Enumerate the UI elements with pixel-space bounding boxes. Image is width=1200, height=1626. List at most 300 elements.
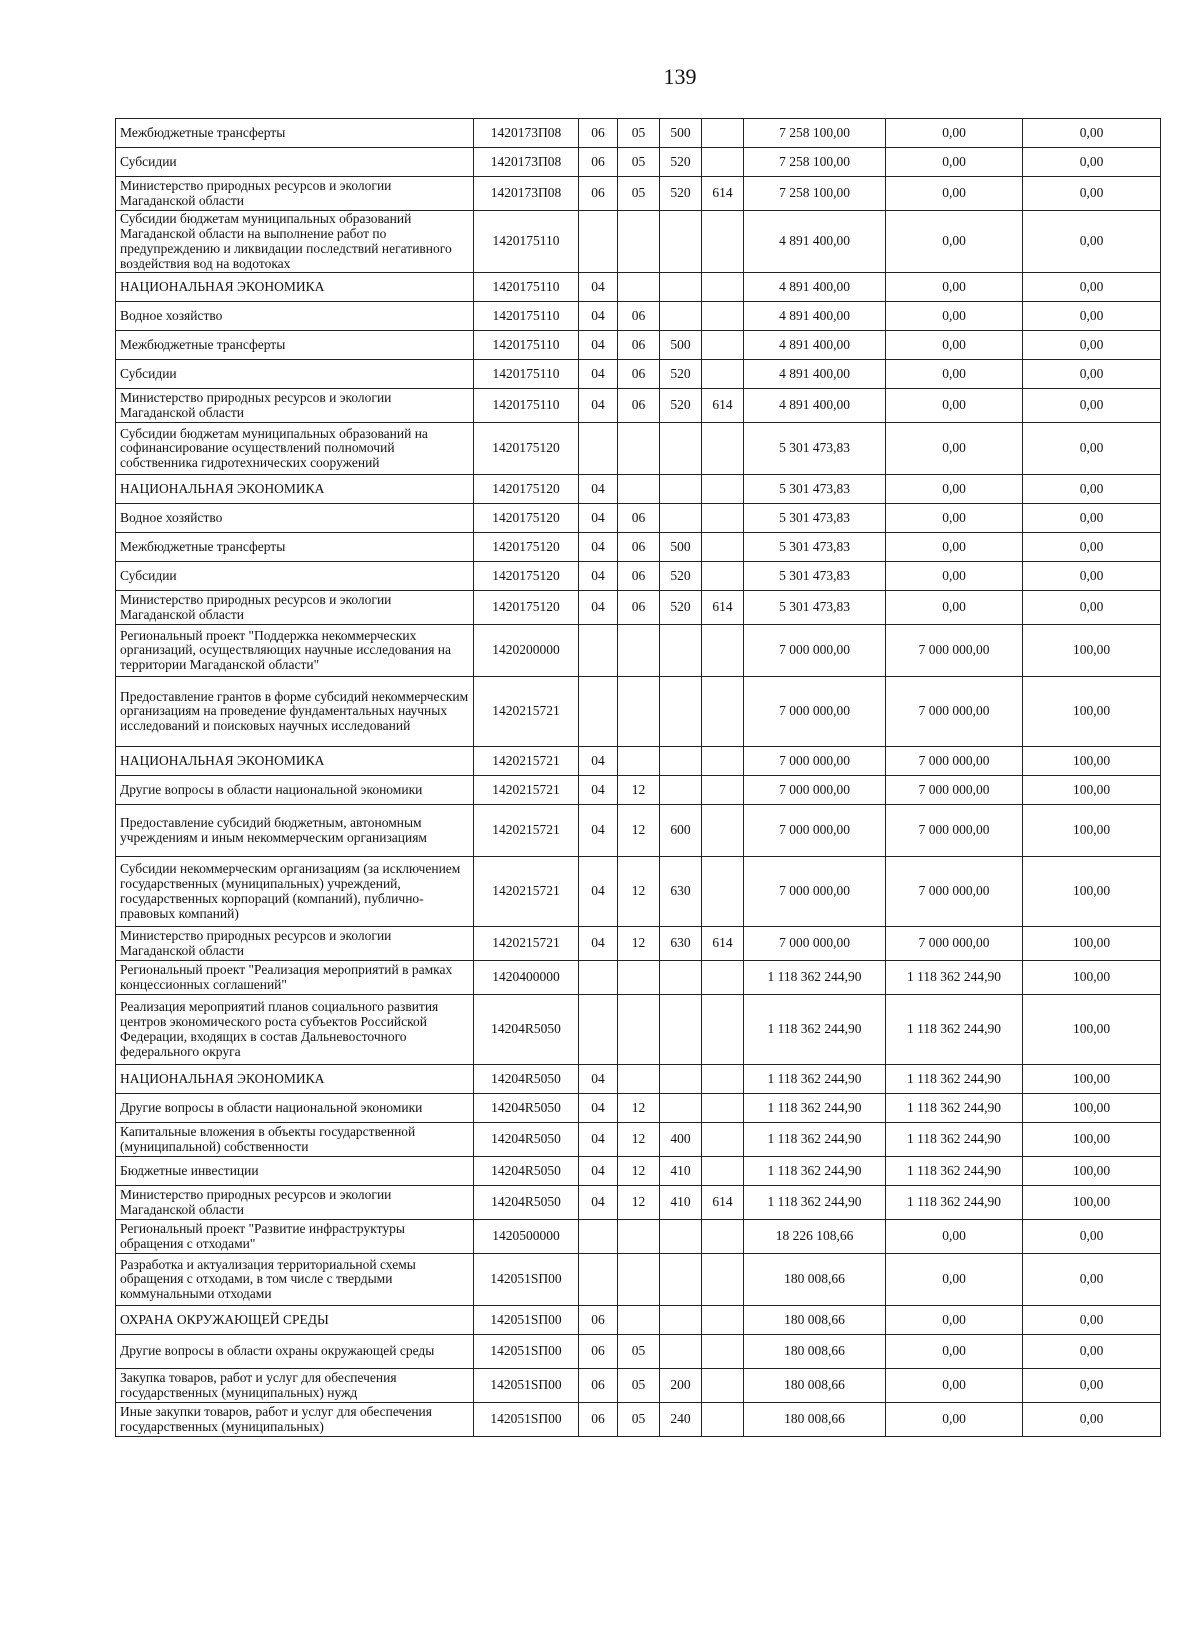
row-executed-amount-cell: 7 000 000,00 <box>886 927 1023 961</box>
row-percent-cell: 0,00 <box>1023 360 1161 389</box>
row-subsection-cell: 05 <box>618 1335 660 1369</box>
row-percent-cell: 0,00 <box>1023 1306 1161 1335</box>
row-admin-code-cell: 614 <box>702 927 744 961</box>
row-expense-type-cell <box>660 747 702 776</box>
row-subsection-cell <box>618 211 660 273</box>
row-planned-amount-cell: 4 891 400,00 <box>744 331 886 360</box>
table-row <box>116 857 1161 927</box>
row-expense-type-cell: 520 <box>660 360 702 389</box>
row-percent-cell: 100,00 <box>1023 625 1161 677</box>
row-subsection-cell: 05 <box>618 177 660 211</box>
row-name-cell: Бюджетные инвестиции <box>116 1157 474 1186</box>
row-name-cell: Субсидии бюджетам муниципальных образований Магаданской области на выполнение работ по предупреждению и ликвидации последствий негативного воздействия вод на водотоках <box>116 211 474 273</box>
row-subsection-cell <box>618 475 660 504</box>
row-planned-amount-cell: 5 301 473,83 <box>744 533 886 562</box>
row-planned-amount-cell: 18 226 108,66 <box>744 1220 886 1254</box>
row-executed-amount-cell: 0,00 <box>886 302 1023 331</box>
row-section-cell: 06 <box>579 148 618 177</box>
row-executed-amount-cell: 1 118 362 244,90 <box>886 1065 1023 1094</box>
row-planned-amount-cell: 4 891 400,00 <box>744 273 886 302</box>
table-row <box>116 1157 1161 1186</box>
row-planned-amount-cell: 180 008,66 <box>744 1254 886 1306</box>
row-section-cell: 04 <box>579 857 618 927</box>
row-percent-cell: 0,00 <box>1023 1335 1161 1369</box>
row-percent-cell: 100,00 <box>1023 927 1161 961</box>
row-executed-amount-cell: 7 000 000,00 <box>886 677 1023 747</box>
row-executed-amount-cell: 0,00 <box>886 119 1023 148</box>
row-code-cell: 1420215721 <box>474 776 579 805</box>
row-planned-amount-cell: 5 301 473,83 <box>744 562 886 591</box>
row-percent-cell: 0,00 <box>1023 273 1161 302</box>
row-admin-code-cell <box>702 1065 744 1094</box>
row-code-cell: 1420175110 <box>474 273 579 302</box>
row-admin-code-cell: 614 <box>702 591 744 625</box>
row-section-cell: 06 <box>579 1369 618 1403</box>
row-code-cell: 1420175120 <box>474 475 579 504</box>
row-name-cell: Субсидии бюджетам муниципальных образований на софинансирование осуществлений полномочий собственника гидротехнических сооружений <box>116 423 474 475</box>
row-executed-amount-cell: 7 000 000,00 <box>886 625 1023 677</box>
row-executed-amount-cell: 0,00 <box>886 562 1023 591</box>
row-percent-cell: 100,00 <box>1023 747 1161 776</box>
row-admin-code-cell <box>702 1254 744 1306</box>
row-percent-cell: 0,00 <box>1023 119 1161 148</box>
row-section-cell: 04 <box>579 1186 618 1220</box>
row-planned-amount-cell: 1 118 362 244,90 <box>744 1157 886 1186</box>
row-percent-cell: 100,00 <box>1023 1186 1161 1220</box>
row-expense-type-cell: 400 <box>660 1123 702 1157</box>
row-section-cell: 04 <box>579 389 618 423</box>
row-code-cell: 1420200000 <box>474 625 579 677</box>
row-percent-cell: 100,00 <box>1023 857 1161 927</box>
row-name-cell: Иные закупки товаров, работ и услуг для обеспечения государственных (муниципальных) <box>116 1403 474 1437</box>
row-subsection-cell: 06 <box>618 389 660 423</box>
row-name-cell: Другие вопросы в области национальной экономики <box>116 1094 474 1123</box>
row-planned-amount-cell: 180 008,66 <box>744 1306 886 1335</box>
row-subsection-cell <box>618 273 660 302</box>
row-code-cell: 1420175120 <box>474 533 579 562</box>
table-row <box>116 995 1161 1065</box>
row-subsection-cell: 12 <box>618 776 660 805</box>
row-code-cell: 14204R5050 <box>474 1065 579 1094</box>
row-section-cell: 04 <box>579 805 618 857</box>
row-subsection-cell <box>618 1254 660 1306</box>
row-name-cell: Разработка и актуализация территориальной схемы обращения с отходами, в том числе с твердыми коммунальными отходами <box>116 1254 474 1306</box>
row-subsection-cell <box>618 1306 660 1335</box>
row-planned-amount-cell: 4 891 400,00 <box>744 389 886 423</box>
row-name-cell: Другие вопросы в области национальной экономики <box>116 776 474 805</box>
row-name-cell: НАЦИОНАЛЬНАЯ ЭКОНОМИКА <box>116 1065 474 1094</box>
row-planned-amount-cell: 7 000 000,00 <box>744 857 886 927</box>
row-executed-amount-cell: 7 000 000,00 <box>886 776 1023 805</box>
row-expense-type-cell <box>660 1220 702 1254</box>
row-executed-amount-cell: 0,00 <box>886 591 1023 625</box>
row-expense-type-cell <box>660 211 702 273</box>
row-expense-type-cell: 200 <box>660 1369 702 1403</box>
row-name-cell: Предоставление грантов в форме субсидий некоммерческим организациям на проведение фундаментальных научных исследований и поисковых научных исследований <box>116 677 474 747</box>
row-name-cell: Водное хозяйство <box>116 504 474 533</box>
row-section-cell: 06 <box>579 119 618 148</box>
row-planned-amount-cell: 7 000 000,00 <box>744 747 886 776</box>
row-planned-amount-cell: 1 118 362 244,90 <box>744 1094 886 1123</box>
table-row <box>116 504 1161 533</box>
row-expense-type-cell: 630 <box>660 927 702 961</box>
row-subsection-cell: 12 <box>618 1186 660 1220</box>
row-section-cell: 04 <box>579 927 618 961</box>
row-percent-cell: 0,00 <box>1023 504 1161 533</box>
row-name-cell: Субсидии <box>116 148 474 177</box>
table-row <box>116 1335 1161 1369</box>
row-percent-cell: 0,00 <box>1023 475 1161 504</box>
row-planned-amount-cell: 1 118 362 244,90 <box>744 995 886 1065</box>
row-executed-amount-cell: 0,00 <box>886 148 1023 177</box>
row-subsection-cell: 12 <box>618 857 660 927</box>
row-planned-amount-cell: 180 008,66 <box>744 1335 886 1369</box>
row-subsection-cell <box>618 677 660 747</box>
row-expense-type-cell <box>660 1306 702 1335</box>
row-percent-cell: 0,00 <box>1023 302 1161 331</box>
row-section-cell: 04 <box>579 302 618 331</box>
row-subsection-cell: 06 <box>618 562 660 591</box>
row-subsection-cell <box>618 1065 660 1094</box>
row-subsection-cell <box>618 747 660 776</box>
row-section-cell <box>579 211 618 273</box>
row-admin-code-cell <box>702 1094 744 1123</box>
row-admin-code-cell <box>702 1403 744 1437</box>
row-name-cell: ОХРАНА ОКРУЖАЮЩЕЙ СРЕДЫ <box>116 1306 474 1335</box>
row-subsection-cell: 12 <box>618 1094 660 1123</box>
row-subsection-cell: 05 <box>618 148 660 177</box>
row-planned-amount-cell: 4 891 400,00 <box>744 360 886 389</box>
row-admin-code-cell <box>702 995 744 1065</box>
row-admin-code-cell <box>702 331 744 360</box>
row-name-cell: Межбюджетные трансферты <box>116 533 474 562</box>
row-admin-code-cell <box>702 1369 744 1403</box>
row-admin-code-cell <box>702 562 744 591</box>
row-code-cell: 14204R5050 <box>474 1186 579 1220</box>
row-planned-amount-cell: 1 118 362 244,90 <box>744 1123 886 1157</box>
row-name-cell: Межбюджетные трансферты <box>116 119 474 148</box>
row-executed-amount-cell: 0,00 <box>886 1403 1023 1437</box>
table-row <box>116 389 1161 423</box>
row-subsection-cell: 06 <box>618 504 660 533</box>
table-row <box>116 177 1161 211</box>
row-percent-cell: 0,00 <box>1023 1403 1161 1437</box>
row-planned-amount-cell: 180 008,66 <box>744 1369 886 1403</box>
row-code-cell: 1420175110 <box>474 302 579 331</box>
row-expense-type-cell: 630 <box>660 857 702 927</box>
row-expense-type-cell: 500 <box>660 119 702 148</box>
budget-table-body <box>116 119 1161 1437</box>
row-subsection-cell <box>618 961 660 995</box>
budget-table <box>115 118 1161 1437</box>
row-admin-code-cell <box>702 1220 744 1254</box>
row-planned-amount-cell: 180 008,66 <box>744 1403 886 1437</box>
row-percent-cell: 0,00 <box>1023 331 1161 360</box>
row-percent-cell: 100,00 <box>1023 1123 1161 1157</box>
row-code-cell: 14204R5050 <box>474 1123 579 1157</box>
row-admin-code-cell <box>702 1306 744 1335</box>
row-name-cell: Министерство природных ресурсов и экологии Магаданской области <box>116 927 474 961</box>
row-expense-type-cell: 410 <box>660 1186 702 1220</box>
row-executed-amount-cell: 0,00 <box>886 273 1023 302</box>
row-code-cell: 1420175110 <box>474 389 579 423</box>
row-code-cell: 1420175110 <box>474 331 579 360</box>
row-executed-amount-cell: 1 118 362 244,90 <box>886 995 1023 1065</box>
row-name-cell: Министерство природных ресурсов и экологии Магаданской области <box>116 389 474 423</box>
row-name-cell: Региональный проект "Реализация мероприятий в рамках концессионных соглашений" <box>116 961 474 995</box>
row-name-cell: Другие вопросы в области охраны окружающей среды <box>116 1335 474 1369</box>
row-percent-cell: 0,00 <box>1023 1369 1161 1403</box>
row-name-cell: Министерство природных ресурсов и экологии Магаданской области <box>116 177 474 211</box>
row-code-cell: 1420173П08 <box>474 148 579 177</box>
row-code-cell: 1420215721 <box>474 927 579 961</box>
row-executed-amount-cell: 1 118 362 244,90 <box>886 1157 1023 1186</box>
row-code-cell: 1420173П08 <box>474 119 579 148</box>
row-expense-type-cell <box>660 1094 702 1123</box>
row-section-cell: 04 <box>579 591 618 625</box>
row-code-cell: 14204R5050 <box>474 1094 579 1123</box>
row-executed-amount-cell: 7 000 000,00 <box>886 747 1023 776</box>
row-name-cell: Закупка товаров, работ и услуг для обеспечения государственных (муниципальных) нужд <box>116 1369 474 1403</box>
row-percent-cell: 100,00 <box>1023 1065 1161 1094</box>
row-section-cell: 04 <box>579 1157 618 1186</box>
row-code-cell: 142051SП00 <box>474 1306 579 1335</box>
row-admin-code-cell <box>702 776 744 805</box>
row-subsection-cell: 05 <box>618 1403 660 1437</box>
row-code-cell: 1420175120 <box>474 423 579 475</box>
row-subsection-cell: 06 <box>618 533 660 562</box>
row-code-cell: 1420175120 <box>474 562 579 591</box>
row-section-cell: 04 <box>579 1123 618 1157</box>
row-planned-amount-cell: 7 000 000,00 <box>744 677 886 747</box>
row-admin-code-cell <box>702 148 744 177</box>
row-code-cell: 1420175120 <box>474 591 579 625</box>
row-planned-amount-cell: 7 000 000,00 <box>744 776 886 805</box>
row-code-cell: 1420400000 <box>474 961 579 995</box>
row-percent-cell: 0,00 <box>1023 533 1161 562</box>
row-admin-code-cell <box>702 677 744 747</box>
row-expense-type-cell: 410 <box>660 1157 702 1186</box>
row-name-cell: Капитальные вложения в объекты государственной (муниципальной) собственности <box>116 1123 474 1157</box>
row-expense-type-cell <box>660 776 702 805</box>
row-expense-type-cell <box>660 1335 702 1369</box>
row-name-cell: Субсидии некоммерческим организациям (за исключением государственных (муниципальных) учреждений, государственных корпораций (компаний), публично-правовых компаний) <box>116 857 474 927</box>
row-name-cell: Предоставление субсидий бюджетным, автономным учреждениям и иным некоммерческим организациям <box>116 805 474 857</box>
row-code-cell: 14204R5050 <box>474 995 579 1065</box>
row-code-cell: 1420500000 <box>474 1220 579 1254</box>
row-percent-cell: 100,00 <box>1023 961 1161 995</box>
table-row <box>116 475 1161 504</box>
row-admin-code-cell <box>702 533 744 562</box>
row-admin-code-cell <box>702 423 744 475</box>
row-name-cell: Водное хозяйство <box>116 302 474 331</box>
row-planned-amount-cell: 1 118 362 244,90 <box>744 1186 886 1220</box>
row-subsection-cell: 06 <box>618 331 660 360</box>
row-code-cell: 1420175110 <box>474 211 579 273</box>
table-row <box>116 1403 1161 1437</box>
table-row <box>116 961 1161 995</box>
row-code-cell: 142051SП00 <box>474 1335 579 1369</box>
row-subsection-cell <box>618 423 660 475</box>
row-section-cell: 04 <box>579 747 618 776</box>
table-row <box>116 562 1161 591</box>
row-planned-amount-cell: 7 000 000,00 <box>744 927 886 961</box>
table-row <box>116 533 1161 562</box>
row-executed-amount-cell: 1 118 362 244,90 <box>886 961 1023 995</box>
row-expense-type-cell <box>660 677 702 747</box>
row-percent-cell: 100,00 <box>1023 776 1161 805</box>
row-admin-code-cell <box>702 211 744 273</box>
row-code-cell: 1420215721 <box>474 747 579 776</box>
row-percent-cell: 100,00 <box>1023 805 1161 857</box>
table-row <box>116 747 1161 776</box>
row-code-cell: 1420175110 <box>474 360 579 389</box>
row-admin-code-cell <box>702 1123 744 1157</box>
row-executed-amount-cell: 0,00 <box>886 1306 1023 1335</box>
table-row <box>116 331 1161 360</box>
row-name-cell: Субсидии <box>116 562 474 591</box>
row-percent-cell: 100,00 <box>1023 995 1161 1065</box>
table-row <box>116 273 1161 302</box>
row-percent-cell: 0,00 <box>1023 423 1161 475</box>
table-row <box>116 360 1161 389</box>
row-planned-amount-cell: 7 258 100,00 <box>744 148 886 177</box>
row-expense-type-cell: 500 <box>660 331 702 360</box>
row-admin-code-cell <box>702 961 744 995</box>
table-row <box>116 776 1161 805</box>
row-name-cell: Министерство природных ресурсов и экологии Магаданской области <box>116 1186 474 1220</box>
row-section-cell <box>579 1220 618 1254</box>
row-executed-amount-cell: 0,00 <box>886 533 1023 562</box>
row-section-cell: 04 <box>579 776 618 805</box>
row-percent-cell: 0,00 <box>1023 562 1161 591</box>
table-row <box>116 1186 1161 1220</box>
row-code-cell: 142051SП00 <box>474 1254 579 1306</box>
row-percent-cell: 0,00 <box>1023 591 1161 625</box>
row-expense-type-cell <box>660 1065 702 1094</box>
row-planned-amount-cell: 5 301 473,83 <box>744 423 886 475</box>
table-row <box>116 211 1161 273</box>
row-subsection-cell: 12 <box>618 927 660 961</box>
row-admin-code-cell <box>702 857 744 927</box>
row-percent-cell: 0,00 <box>1023 148 1161 177</box>
table-row <box>116 1306 1161 1335</box>
row-code-cell: 142051SП00 <box>474 1369 579 1403</box>
row-section-cell <box>579 423 618 475</box>
row-admin-code-cell <box>702 504 744 533</box>
row-code-cell: 142051SП00 <box>474 1403 579 1437</box>
row-subsection-cell: 05 <box>618 119 660 148</box>
row-name-cell: НАЦИОНАЛЬНАЯ ЭКОНОМИКА <box>116 475 474 504</box>
row-planned-amount-cell: 7 258 100,00 <box>744 177 886 211</box>
table-row <box>116 1123 1161 1157</box>
row-expense-type-cell <box>660 423 702 475</box>
row-name-cell: Реализация мероприятий планов социального развития центров экономического роста субъектов Российской Федерации, входящих в состав Дальневосточного федерального округа <box>116 995 474 1065</box>
row-expense-type-cell <box>660 995 702 1065</box>
row-executed-amount-cell: 0,00 <box>886 504 1023 533</box>
row-name-cell: Министерство природных ресурсов и экологии Магаданской области <box>116 591 474 625</box>
page-number: 139 <box>663 64 697 89</box>
row-section-cell: 06 <box>579 1306 618 1335</box>
row-executed-amount-cell: 0,00 <box>886 1335 1023 1369</box>
row-executed-amount-cell: 1 118 362 244,90 <box>886 1186 1023 1220</box>
row-subsection-cell: 12 <box>618 1157 660 1186</box>
row-expense-type-cell <box>660 302 702 331</box>
table-row <box>116 1094 1161 1123</box>
row-executed-amount-cell: 0,00 <box>886 360 1023 389</box>
row-admin-code-cell <box>702 273 744 302</box>
row-executed-amount-cell: 0,00 <box>886 475 1023 504</box>
row-planned-amount-cell: 4 891 400,00 <box>744 211 886 273</box>
row-executed-amount-cell: 0,00 <box>886 1369 1023 1403</box>
row-admin-code-cell <box>702 625 744 677</box>
row-expense-type-cell <box>660 625 702 677</box>
row-planned-amount-cell: 7 258 100,00 <box>744 119 886 148</box>
row-subsection-cell <box>618 1220 660 1254</box>
row-percent-cell: 0,00 <box>1023 177 1161 211</box>
table-row <box>116 927 1161 961</box>
row-admin-code-cell <box>702 475 744 504</box>
row-percent-cell: 100,00 <box>1023 1094 1161 1123</box>
row-expense-type-cell <box>660 475 702 504</box>
row-expense-type-cell: 520 <box>660 148 702 177</box>
row-section-cell: 06 <box>579 1335 618 1369</box>
row-section-cell: 06 <box>579 1403 618 1437</box>
row-percent-cell: 0,00 <box>1023 211 1161 273</box>
row-admin-code-cell: 614 <box>702 389 744 423</box>
row-expense-type-cell: 240 <box>660 1403 702 1437</box>
row-expense-type-cell <box>660 504 702 533</box>
row-section-cell: 04 <box>579 504 618 533</box>
row-executed-amount-cell: 0,00 <box>886 211 1023 273</box>
row-code-cell: 1420215721 <box>474 677 579 747</box>
table-row <box>116 805 1161 857</box>
row-executed-amount-cell: 1 118 362 244,90 <box>886 1094 1023 1123</box>
row-admin-code-cell <box>702 1335 744 1369</box>
row-subsection-cell: 05 <box>618 1369 660 1403</box>
table-row <box>116 1369 1161 1403</box>
row-expense-type-cell <box>660 273 702 302</box>
table-row <box>116 1220 1161 1254</box>
row-admin-code-cell <box>702 119 744 148</box>
row-percent-cell: 0,00 <box>1023 1254 1161 1306</box>
row-expense-type-cell <box>660 961 702 995</box>
row-expense-type-cell: 600 <box>660 805 702 857</box>
row-expense-type-cell: 520 <box>660 562 702 591</box>
row-section-cell <box>579 1254 618 1306</box>
row-executed-amount-cell: 7 000 000,00 <box>886 805 1023 857</box>
row-section-cell: 04 <box>579 331 618 360</box>
row-executed-amount-cell: 0,00 <box>886 423 1023 475</box>
row-expense-type-cell: 520 <box>660 389 702 423</box>
row-planned-amount-cell: 5 301 473,83 <box>744 591 886 625</box>
row-expense-type-cell <box>660 1254 702 1306</box>
row-executed-amount-cell: 1 118 362 244,90 <box>886 1123 1023 1157</box>
row-code-cell: 1420175120 <box>474 504 579 533</box>
table-row <box>116 677 1161 747</box>
row-percent-cell: 0,00 <box>1023 1220 1161 1254</box>
row-admin-code-cell <box>702 302 744 331</box>
row-section-cell: 04 <box>579 562 618 591</box>
row-planned-amount-cell: 1 118 362 244,90 <box>744 961 886 995</box>
row-subsection-cell <box>618 995 660 1065</box>
row-admin-code-cell: 614 <box>702 177 744 211</box>
row-code-cell: 1420173П08 <box>474 177 579 211</box>
table-row <box>116 1065 1161 1094</box>
row-expense-type-cell: 500 <box>660 533 702 562</box>
row-section-cell <box>579 677 618 747</box>
row-section-cell: 04 <box>579 360 618 389</box>
